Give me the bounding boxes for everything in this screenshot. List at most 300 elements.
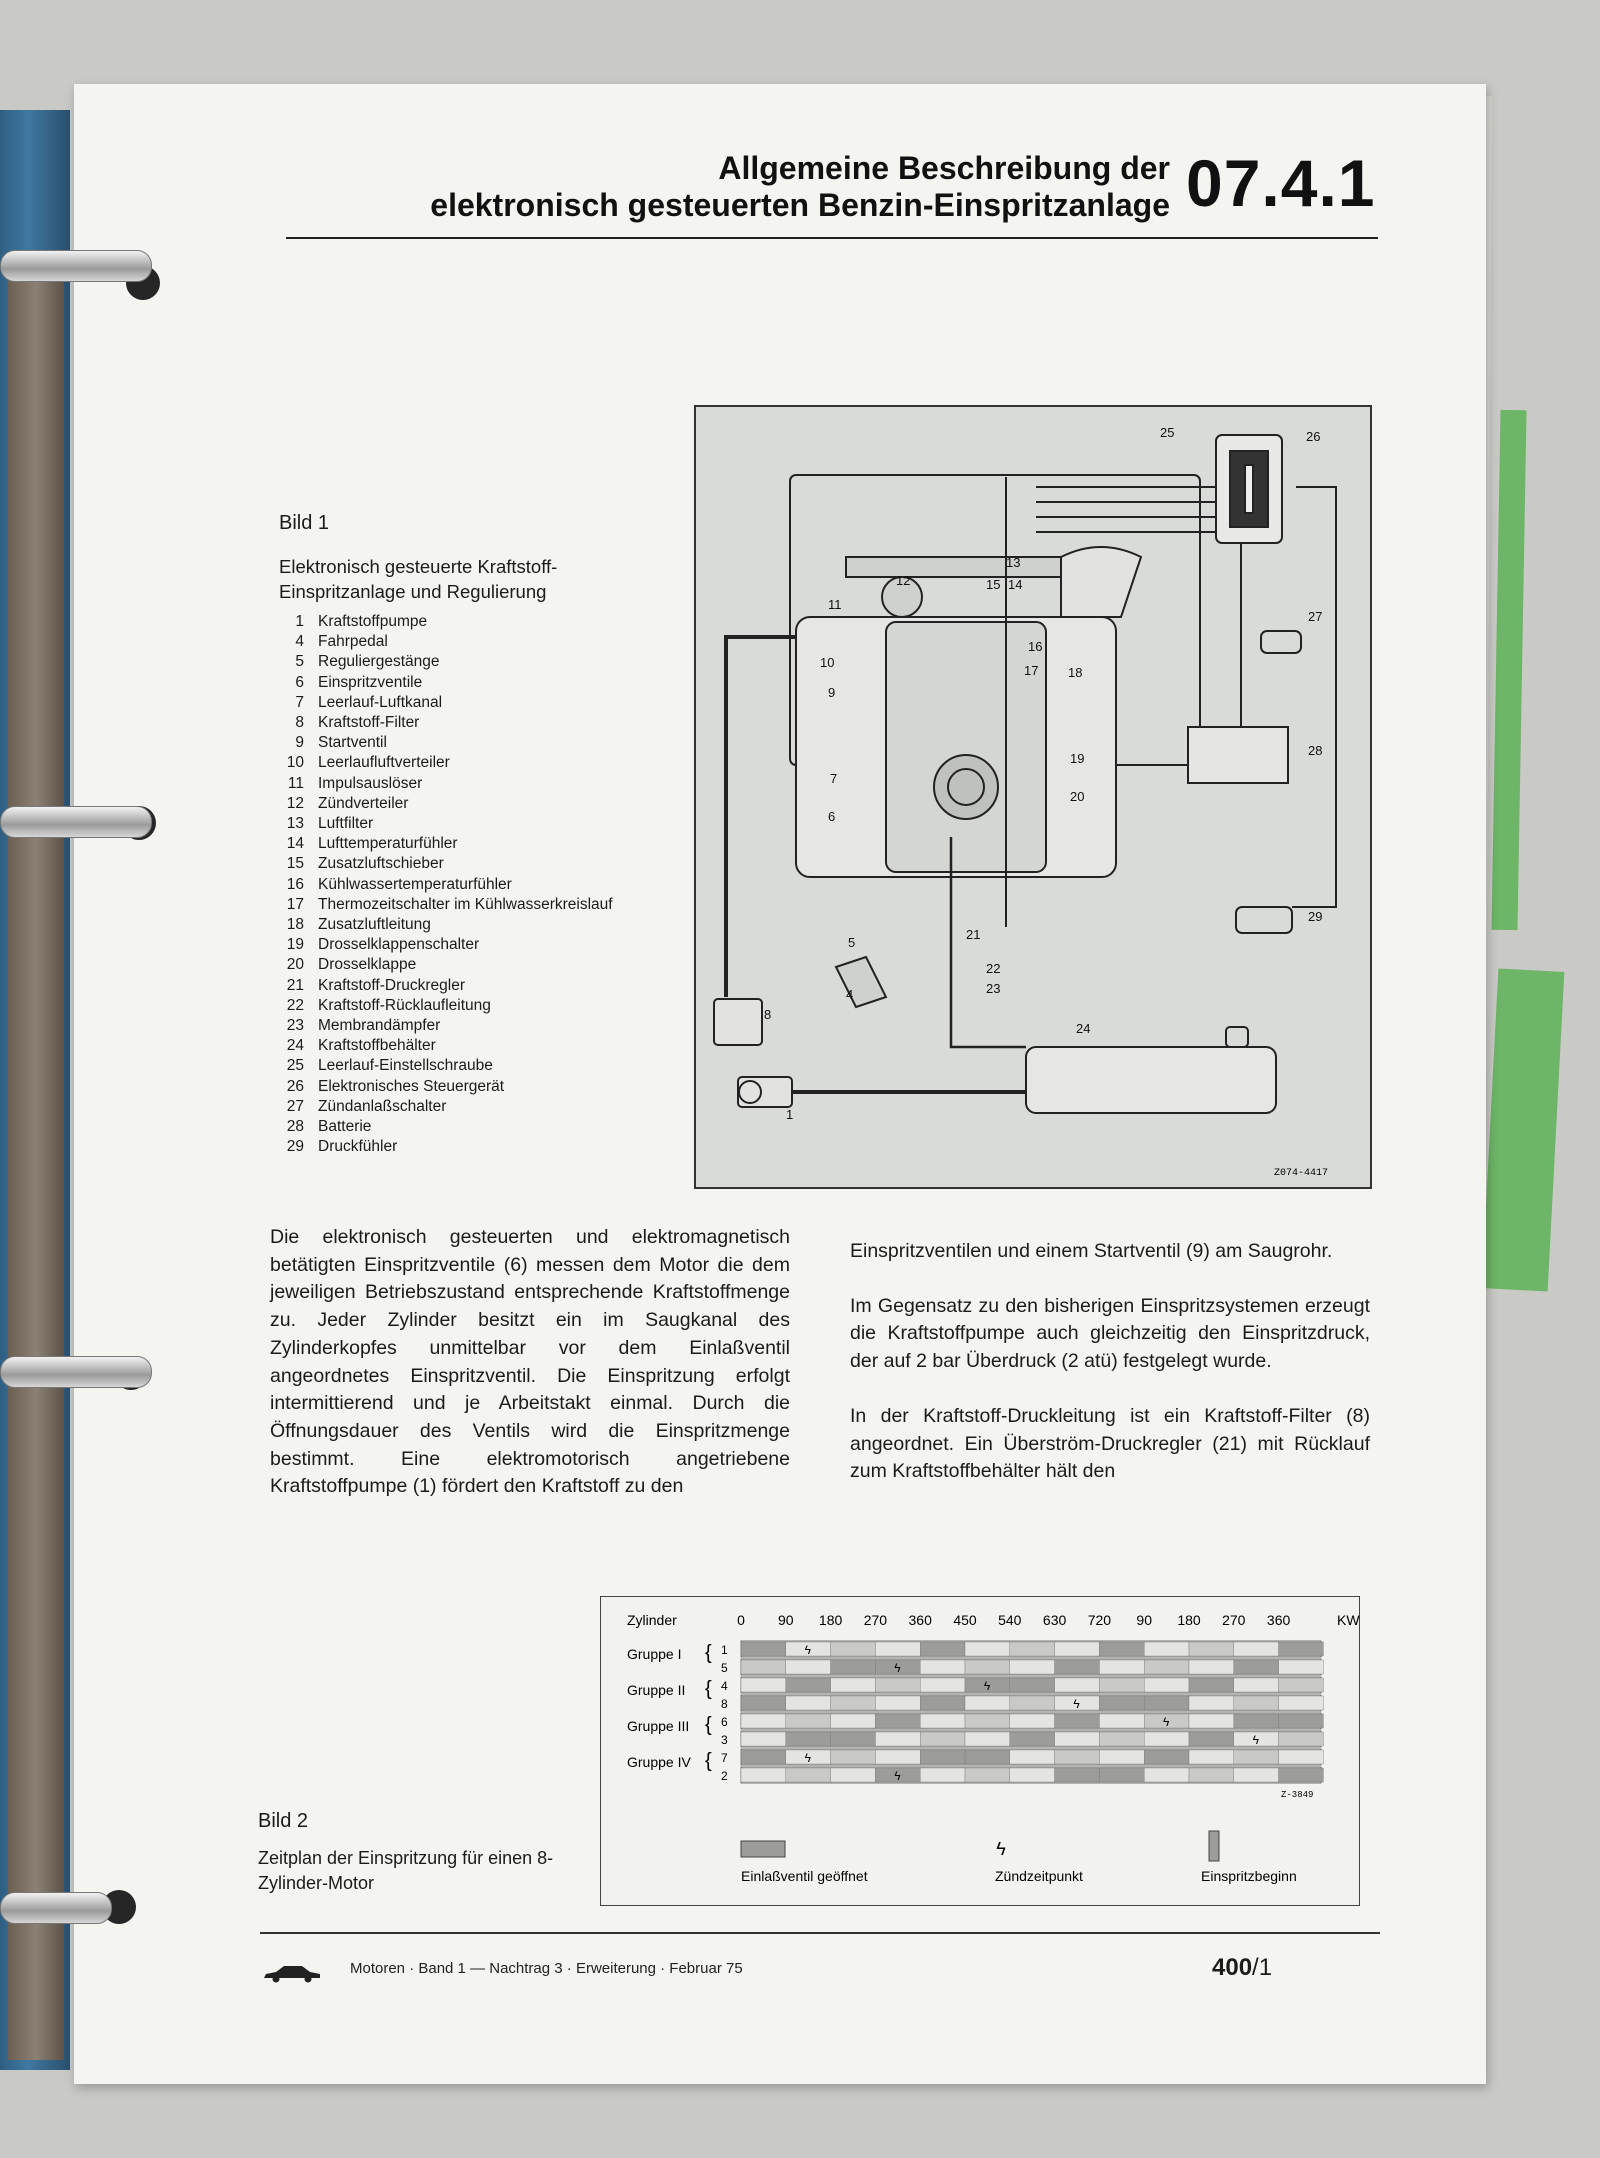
legend-item-label: Lufttemperaturfühler bbox=[318, 835, 458, 853]
figure2-label: Bild 2 bbox=[258, 1810, 309, 1832]
legend-item-number: 12 bbox=[286, 794, 304, 812]
legend-item bbox=[266, 814, 686, 834]
callout-21: 21 bbox=[966, 927, 981, 942]
page-title-line1: Allgemeine Beschreibung der bbox=[718, 150, 1170, 186]
body-column-2-paragraph-3: In der Kraftstoff-Druckleitung ist ein Kraftstoff-Filter (8) angeordnet. Ein Überström-Druckregler (21) mit Rücklauf zum Kraftstoffbehälter hält den bbox=[850, 1404, 1370, 1483]
legend-item-label: Kraftstoff-Rücklaufleitung bbox=[318, 996, 491, 1014]
legend-item-number: 15 bbox=[286, 855, 304, 873]
callout-9: 9 bbox=[828, 685, 836, 700]
body-column-2-paragraph-2: Im Gegensatz zu den bisherigen Einspritzsystemen erzeugt die Kraftstoffpumpe auch gleichzeitig den Einspritzdruck, der auf 2 bar Überdruck (2 atü) festgelegt wurde. bbox=[850, 1294, 1370, 1373]
legend-item-number: 4 bbox=[295, 633, 304, 651]
timing-segment bbox=[1234, 1696, 1279, 1710]
timing-segment bbox=[1189, 1768, 1234, 1782]
timing-segment bbox=[786, 1732, 831, 1746]
timing-segment bbox=[920, 1750, 965, 1764]
timing-group-brace: { bbox=[705, 1750, 712, 1772]
timing-segment bbox=[741, 1768, 786, 1782]
ignition-mark-icon: ϟ bbox=[894, 1769, 901, 1783]
timing-segment bbox=[1055, 1678, 1100, 1692]
ignition-mark-icon: ϟ bbox=[1163, 1715, 1170, 1729]
callout-10: 10 bbox=[820, 655, 835, 670]
timing-segment bbox=[1010, 1660, 1055, 1674]
legend-item bbox=[266, 1077, 686, 1097]
legend-item-label: Startventil bbox=[318, 734, 387, 752]
figure2-caption: Zeitplan der Einspritzung für einen 8-Zylinder-Motor bbox=[258, 1848, 554, 1893]
body-column-2 bbox=[850, 1238, 1370, 1513]
legend-item-number: 1 bbox=[295, 613, 304, 630]
timing-segment bbox=[1144, 1660, 1189, 1674]
timing-segment bbox=[1010, 1768, 1055, 1782]
timing-segment bbox=[920, 1678, 965, 1692]
timing-segment bbox=[1279, 1714, 1324, 1728]
timing-cylinder-label: 7 bbox=[721, 1751, 728, 1765]
timing-segment bbox=[875, 1732, 920, 1746]
timing-cylinder-label: 4 bbox=[721, 1679, 728, 1693]
fuel-pressure-line bbox=[726, 637, 796, 997]
legend-item-number: 29 bbox=[286, 1138, 304, 1156]
timing-segment bbox=[1189, 1732, 1234, 1746]
timing-segment bbox=[920, 1642, 965, 1656]
timing-segment bbox=[1099, 1660, 1144, 1674]
timing-cylinder-label: 6 bbox=[721, 1715, 728, 1729]
body-column-2-paragraph-1: Einspritzventilen und einem Startventil (9) am Saugrohr. bbox=[850, 1240, 1333, 1262]
timing-segment bbox=[920, 1660, 965, 1674]
timing-group-label: Gruppe IV bbox=[627, 1754, 691, 1770]
timing-segment bbox=[875, 1696, 920, 1710]
legend-item-number: 28 bbox=[286, 1118, 304, 1136]
legend-item bbox=[266, 854, 686, 874]
timing-segment bbox=[1279, 1678, 1324, 1692]
timing-segment bbox=[1279, 1768, 1324, 1782]
callout-16: 16 bbox=[1028, 639, 1043, 654]
timing-cylinder-label: 1 bbox=[721, 1643, 728, 1657]
legend-item bbox=[266, 935, 686, 955]
legend-valve-open-swatch bbox=[741, 1841, 785, 1857]
timing-segment bbox=[1144, 1642, 1189, 1656]
timing-cylinder-label: 3 bbox=[721, 1733, 728, 1747]
fuel-tank bbox=[1026, 1047, 1276, 1113]
legend-ignition-label: Zündzeitpunkt bbox=[995, 1868, 1083, 1884]
legend-item-label: Zusatzluftschieber bbox=[318, 855, 444, 873]
legend-item-number: 7 bbox=[295, 693, 304, 711]
timing-segment bbox=[1010, 1750, 1055, 1764]
timing-tick-label: 270 bbox=[1222, 1612, 1246, 1628]
callout-29: 29 bbox=[1308, 909, 1323, 924]
timing-segment bbox=[786, 1678, 831, 1692]
callout-5: 5 bbox=[848, 935, 856, 950]
timing-segment bbox=[1055, 1732, 1100, 1746]
binder-ring-1 bbox=[0, 250, 152, 282]
timing-segment bbox=[965, 1750, 1010, 1764]
legend-item bbox=[266, 713, 686, 733]
timing-tick-label: 90 bbox=[778, 1612, 794, 1628]
timing-chart-svg bbox=[601, 1597, 1359, 1905]
callout-1: 1 bbox=[786, 1107, 794, 1122]
timing-segment bbox=[1279, 1642, 1324, 1656]
legend-item-label: Kraftstoffbehälter bbox=[318, 1037, 436, 1055]
legend-item-number: 22 bbox=[286, 996, 304, 1014]
timing-segment bbox=[1010, 1642, 1055, 1656]
air-intake-snout bbox=[1061, 547, 1141, 617]
binder-spine bbox=[0, 110, 70, 2070]
timing-segment bbox=[1144, 1732, 1189, 1746]
legend-item bbox=[266, 632, 686, 652]
legend-item-number: 5 bbox=[295, 653, 304, 671]
timing-segment bbox=[831, 1660, 876, 1674]
legend-item-number: 17 bbox=[286, 895, 304, 913]
timing-segment bbox=[965, 1768, 1010, 1782]
section-number: 07.4.1 bbox=[1186, 146, 1376, 220]
timing-drawing-code: Z-3849 bbox=[1281, 1790, 1314, 1800]
timing-tick-label: 360 bbox=[908, 1612, 932, 1628]
legend-injection-start-label: Einspritzbeginn bbox=[1201, 1868, 1297, 1884]
timing-segment bbox=[1099, 1768, 1144, 1782]
figure1-drawing-code: Z074-4417 bbox=[1274, 1168, 1329, 1179]
body-column-1: Die elektronisch gesteuerten und elektromagnetisch betätigten Einspritzventile (6) messen dem Motor die dem jeweiligen Betriebszustand entsprechende Kraftstoffmenge zu. Jeder Zylinder besitzt ein im Saugkanal des Zylinderkopfes unmittelbar vor dem Einlaßventil angeordnetes Einspritzventil. Die Einspritzung erfolgt intermittierend und je Arbeitstakt einmal. Durch die Öffnungsdauer des Ventils wird die Einspritzmenge bestimmt. Eine elektromotorisch angetriebene Kraftstoffpumpe (1) fördert den Kraftstoff zu den bbox=[270, 1226, 790, 1498]
timing-segment bbox=[1234, 1768, 1279, 1782]
legend-item-label: Thermozeitschalter im Kühlwasserkreislauf bbox=[318, 895, 613, 913]
legend-item-number: 13 bbox=[286, 815, 304, 833]
timing-segment bbox=[831, 1768, 876, 1782]
figure1-label: Bild 1 bbox=[279, 512, 330, 534]
timing-group-brace: { bbox=[705, 1642, 712, 1664]
legend-item-label: Leerlauf-Einstellschraube bbox=[318, 1057, 493, 1075]
legend-item bbox=[266, 895, 686, 915]
timing-segment bbox=[875, 1750, 920, 1764]
timing-tick-label: 180 bbox=[818, 1612, 843, 1628]
legend-item-label: Zusatzluftleitung bbox=[318, 916, 431, 934]
sensor-wire bbox=[1292, 487, 1336, 907]
timing-segment bbox=[1099, 1750, 1144, 1764]
timing-segment bbox=[1099, 1696, 1144, 1710]
timing-segment bbox=[741, 1696, 786, 1710]
diagram-svg bbox=[696, 407, 1370, 1187]
page-number-sub: /1 bbox=[1252, 1954, 1273, 1981]
timing-segment bbox=[1189, 1696, 1234, 1710]
legend-item bbox=[266, 1036, 686, 1056]
callout-28: 28 bbox=[1308, 743, 1323, 758]
intake-manifold bbox=[886, 622, 1046, 872]
timing-tick-label: 270 bbox=[863, 1612, 888, 1628]
timing-segment bbox=[831, 1678, 876, 1692]
legend-item-label: Leerlauf-Luftkanal bbox=[318, 693, 443, 711]
page-number bbox=[1212, 1954, 1272, 1982]
legend-item-label: Drosselklappe bbox=[318, 956, 417, 974]
callout-24: 24 bbox=[1076, 1021, 1091, 1036]
timing-segment bbox=[786, 1714, 831, 1728]
timing-segment bbox=[1099, 1642, 1144, 1656]
legend-item-label: Luftfilter bbox=[318, 815, 374, 833]
pressure-sensor bbox=[1236, 907, 1292, 933]
timing-segment bbox=[1234, 1714, 1279, 1728]
timing-segment bbox=[1099, 1714, 1144, 1728]
timing-segment bbox=[831, 1732, 876, 1746]
timing-segment bbox=[1279, 1750, 1324, 1764]
legend-item bbox=[266, 1117, 686, 1137]
harness-bundle bbox=[1036, 487, 1216, 532]
footer-rule bbox=[260, 1932, 1380, 1934]
timing-segment bbox=[831, 1750, 876, 1764]
callout-23: 23 bbox=[986, 981, 1001, 996]
footer-publication-info: Motoren · Band 1 — Nachtrag 3 · Erweiterung · Februar 75 bbox=[350, 1960, 743, 1977]
legend-item-label: Membrandämpfer bbox=[318, 1017, 441, 1035]
timing-axis-unit: KW bbox=[1337, 1612, 1359, 1628]
timing-segment bbox=[831, 1714, 876, 1728]
legend-item-number: 9 bbox=[295, 734, 304, 752]
legend-item-number: 26 bbox=[286, 1077, 304, 1095]
timing-segment bbox=[1189, 1660, 1234, 1674]
timing-tick-label: 540 bbox=[998, 1612, 1022, 1628]
timing-segment bbox=[1234, 1678, 1279, 1692]
timing-segment bbox=[965, 1660, 1010, 1674]
timing-segment bbox=[1144, 1768, 1189, 1782]
callout-12: 12 bbox=[896, 573, 911, 588]
timing-segment bbox=[965, 1642, 1010, 1656]
legend-item bbox=[266, 834, 686, 854]
timing-tick-label: 90 bbox=[1136, 1612, 1152, 1628]
timing-segment bbox=[831, 1696, 876, 1710]
timing-segment bbox=[1010, 1714, 1055, 1728]
legend-item bbox=[266, 1056, 686, 1076]
timing-segment bbox=[1279, 1696, 1324, 1710]
legend-item-label: Kühlwassertemperaturfühler bbox=[318, 875, 512, 893]
timing-segment bbox=[1010, 1732, 1055, 1746]
timing-group-label: Gruppe I bbox=[627, 1646, 682, 1662]
timing-tick-label: 180 bbox=[1177, 1612, 1201, 1628]
injection-system-diagram bbox=[694, 405, 1372, 1189]
injection-timing-chart bbox=[600, 1596, 1360, 1906]
legend-item bbox=[266, 693, 686, 713]
timing-segment bbox=[786, 1696, 831, 1710]
timing-segment bbox=[1055, 1768, 1100, 1782]
callout-4: 4 bbox=[846, 987, 854, 1002]
legend-ignition-icon: ϟ bbox=[996, 1839, 1006, 1859]
legend-item-label: Drosselklappenschalter bbox=[318, 936, 480, 954]
timing-tick-label: 630 bbox=[1042, 1612, 1067, 1628]
callout-8: 8 bbox=[764, 1007, 772, 1022]
legend-injection-start-swatch bbox=[1209, 1831, 1219, 1861]
timing-segment bbox=[1189, 1714, 1234, 1728]
legend-item-label: Elektronisches Steuergerät bbox=[318, 1077, 505, 1095]
timing-segment bbox=[1144, 1678, 1189, 1692]
timing-segment bbox=[1234, 1750, 1279, 1764]
timing-segment bbox=[965, 1732, 1010, 1746]
throttle-body bbox=[934, 755, 998, 819]
legend-item-label: Einspritzventile bbox=[318, 673, 423, 691]
legend-item-label: Kraftstoff-Druckregler bbox=[318, 976, 466, 994]
callout-6: 6 bbox=[828, 809, 836, 824]
timing-segment bbox=[965, 1714, 1010, 1728]
timing-segment bbox=[875, 1642, 920, 1656]
legend-item-label: Druckfühler bbox=[318, 1138, 398, 1156]
callout-22: 22 bbox=[986, 961, 1001, 976]
binder-ring-3 bbox=[0, 1356, 152, 1388]
callout-14: 14 bbox=[1008, 577, 1023, 592]
battery bbox=[1188, 727, 1288, 783]
legend-item-label: Batterie bbox=[318, 1118, 372, 1136]
timing-segment bbox=[1055, 1660, 1100, 1674]
callout-25: 25 bbox=[1160, 425, 1175, 440]
callout-7: 7 bbox=[830, 771, 838, 786]
timing-cylinder-label: 2 bbox=[721, 1769, 728, 1783]
legend-item-number: 19 bbox=[286, 936, 304, 954]
legend-item bbox=[266, 652, 686, 672]
legend-item bbox=[266, 875, 686, 895]
legend-item bbox=[266, 753, 686, 773]
timing-segment bbox=[1189, 1642, 1234, 1656]
legend-item bbox=[266, 976, 686, 996]
legend-item-number: 20 bbox=[286, 956, 304, 974]
ignition-mark-icon: ϟ bbox=[983, 1679, 991, 1693]
legend-item-number: 10 bbox=[286, 754, 304, 772]
callout-15: 15 bbox=[986, 577, 1001, 592]
timing-segment bbox=[1189, 1750, 1234, 1764]
legend-item-number: 23 bbox=[286, 1017, 304, 1035]
timing-segment bbox=[741, 1732, 786, 1746]
timing-segment bbox=[920, 1768, 965, 1782]
legend-item-label: Kraftstoffpumpe bbox=[318, 613, 428, 630]
legend-item-label: Kraftstoff-Filter bbox=[318, 714, 420, 732]
legend-item bbox=[266, 915, 686, 935]
legend-item bbox=[266, 733, 686, 753]
timing-segment bbox=[741, 1678, 786, 1692]
timing-segment bbox=[1099, 1732, 1144, 1746]
legend-item-number: 27 bbox=[286, 1097, 304, 1115]
legend-item-label: Zündanlaßschalter bbox=[318, 1097, 447, 1115]
timing-group-brace: { bbox=[705, 1714, 712, 1736]
legend-item bbox=[266, 955, 686, 975]
ignition-mark-icon: ϟ bbox=[894, 1661, 901, 1675]
timing-segment bbox=[1189, 1678, 1234, 1692]
legend-item-label: Impulsauslöser bbox=[318, 774, 423, 792]
ignition-mark-icon: ϟ bbox=[804, 1751, 811, 1765]
timing-segment bbox=[741, 1750, 786, 1764]
legend-item-number: 25 bbox=[286, 1057, 304, 1075]
timing-segment bbox=[875, 1678, 920, 1692]
timing-group-brace: { bbox=[705, 1678, 712, 1700]
timing-cylinder-label: 8 bbox=[721, 1697, 728, 1711]
timing-segment bbox=[1055, 1642, 1100, 1656]
timing-segment bbox=[1279, 1732, 1324, 1746]
binder-ring-2 bbox=[0, 806, 152, 838]
timing-segment bbox=[1010, 1678, 1055, 1692]
timing-segment bbox=[741, 1660, 786, 1674]
page-title-line2: elektronisch gesteuerten Benzin-Einspritzanlage bbox=[430, 187, 1170, 223]
legend-item-number: 21 bbox=[286, 976, 304, 994]
legend-item bbox=[266, 673, 686, 693]
page-title bbox=[430, 150, 1170, 224]
legend-item bbox=[266, 794, 686, 814]
legend-item-label: Fahrpedal bbox=[318, 633, 388, 651]
header-rule bbox=[286, 237, 1378, 239]
ignition-mark-icon: ϟ bbox=[804, 1643, 811, 1657]
timing-segment bbox=[1099, 1678, 1144, 1692]
timing-segment bbox=[1234, 1660, 1279, 1674]
legend-item-label: Leerlaufluftverteiler bbox=[318, 754, 450, 772]
timing-axis-label: Zylinder bbox=[627, 1612, 677, 1628]
timing-segment bbox=[1234, 1642, 1279, 1656]
callout-19: 19 bbox=[1070, 751, 1085, 766]
timing-segment bbox=[831, 1642, 876, 1656]
timing-cylinder-label: 5 bbox=[721, 1661, 728, 1675]
timing-segment bbox=[1010, 1696, 1055, 1710]
callout-11: 11 bbox=[828, 597, 842, 612]
timing-segment bbox=[920, 1714, 965, 1728]
timing-group-label: Gruppe II bbox=[627, 1682, 686, 1698]
binder-ring-4 bbox=[0, 1892, 112, 1924]
air-cleaner bbox=[846, 557, 1096, 577]
timing-segment bbox=[920, 1732, 965, 1746]
legend-item bbox=[266, 996, 686, 1016]
callout-13: 13 bbox=[1006, 555, 1021, 570]
timing-segment bbox=[1055, 1714, 1100, 1728]
callout-17: 17 bbox=[1024, 663, 1039, 678]
manual-page bbox=[74, 84, 1486, 2084]
timing-segment bbox=[786, 1768, 831, 1782]
figure1-caption: Elektronisch gesteuerte Kraftstoff-Einspritzanlage und Regulierung bbox=[279, 556, 558, 602]
fuel-filler-cap bbox=[1226, 1027, 1248, 1047]
timing-segment bbox=[1055, 1750, 1100, 1764]
timing-segment bbox=[741, 1642, 786, 1656]
diagram-lines bbox=[714, 435, 1336, 1113]
binder-board bbox=[8, 260, 64, 2060]
car-logo-icon bbox=[262, 1964, 322, 1984]
legend-item-label: Reguliergestänge bbox=[318, 653, 440, 671]
callout-27: 27 bbox=[1308, 609, 1323, 624]
callout-26: 26 bbox=[1306, 429, 1321, 444]
timing-segment bbox=[965, 1696, 1010, 1710]
timing-segment bbox=[1279, 1660, 1324, 1674]
legend-item-number: 14 bbox=[286, 835, 304, 853]
page-number-main: 400 bbox=[1212, 1954, 1253, 1981]
legend-item bbox=[266, 774, 686, 794]
green-tab-upper bbox=[1491, 410, 1526, 930]
timing-segment bbox=[741, 1714, 786, 1728]
legend-item bbox=[266, 612, 686, 632]
accelerator-pedal bbox=[836, 957, 886, 1007]
timing-segment bbox=[1144, 1696, 1189, 1710]
timing-tick-label: 720 bbox=[1087, 1612, 1112, 1628]
legend-item bbox=[266, 1137, 686, 1157]
timing-tick-label: 360 bbox=[1266, 1612, 1291, 1628]
timing-tick-label: 0 bbox=[737, 1612, 745, 1628]
legend-item-number: 24 bbox=[286, 1037, 304, 1055]
legend-item bbox=[266, 1097, 686, 1117]
timing-segment bbox=[1144, 1750, 1189, 1764]
legend-item-number: 11 bbox=[287, 774, 304, 792]
ignition-mark-icon: ϟ bbox=[1252, 1733, 1259, 1747]
control-unit-slot bbox=[1245, 465, 1253, 513]
legend-item-number: 6 bbox=[295, 673, 304, 691]
legend-item-label: Zündverteiler bbox=[318, 794, 409, 812]
ignition-switch bbox=[1261, 631, 1301, 653]
green-tab-lower bbox=[1482, 968, 1565, 1291]
fuel-filter bbox=[714, 999, 762, 1045]
timing-tick-label: 450 bbox=[953, 1612, 977, 1628]
ignition-mark-icon: ϟ bbox=[1073, 1697, 1080, 1711]
legend-item-number: 8 bbox=[295, 714, 304, 732]
legend-item-number: 18 bbox=[286, 916, 304, 934]
figure1-legend bbox=[266, 612, 686, 1157]
timing-segment bbox=[920, 1696, 965, 1710]
legend-valve-open-label: Einlaßventil geöffnet bbox=[741, 1868, 868, 1884]
timing-segment bbox=[875, 1714, 920, 1728]
timing-group-label: Gruppe III bbox=[627, 1718, 690, 1734]
callout-20: 20 bbox=[1070, 789, 1085, 804]
legend-item-number: 16 bbox=[286, 875, 304, 893]
callout-18: 18 bbox=[1068, 665, 1083, 680]
legend-item bbox=[266, 1016, 686, 1036]
